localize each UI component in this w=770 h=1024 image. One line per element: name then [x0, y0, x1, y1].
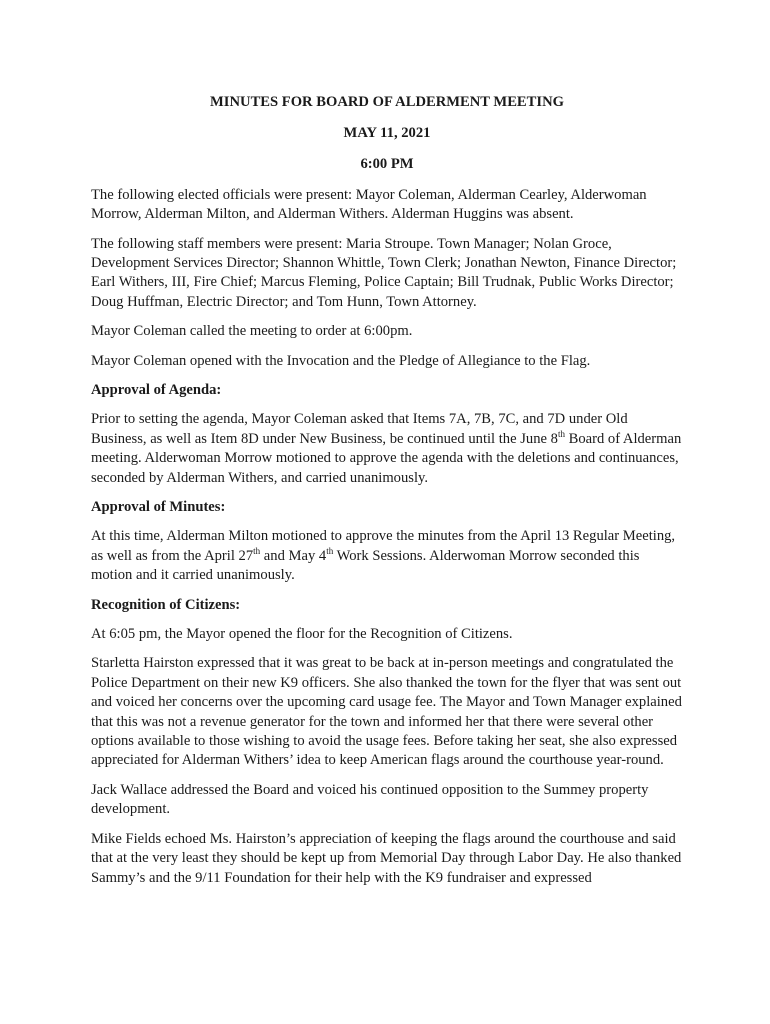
call-to-order-paragraph: Mayor Coleman called the meeting to order at 6:00pm. — [91, 323, 413, 340]
meeting-date: MAY 11, 2021 — [343, 124, 431, 141]
staff-members-paragraph: The following staff members were present: Maria Stroupe. Town Manager; Nolan Groce, Development Services Director; Shannon Whittle, Town Clerk; Jonathan Newton, Finance Director; Earl Withers, III, Fire Chief; Marcus Fleming, Police Captain; Bill Trudnak, Public Works Director; Doug Huffman, Electric Director; and Tom Hunn, Town Attorney. — [91, 235, 677, 310]
agenda-text-1: Prior to setting the agenda, Mayor Coleman asked that Items 7A, 7B, 7C, and 7D under Old Business, as well as Item 8D under New Business, be continued until the June 8 — [91, 411, 628, 447]
fields-paragraph: Mike Fields echoed Ms. Hairston’s appreciation of keeping the flags around the courthouse and said that at the very least they should be kept up from Memorial Day through Labor Day. He also thanked Sammy’s and the 9/11 Foundation for their help with the K9 fundraiser and expressed — [91, 830, 682, 886]
agenda-sup-1: th — [557, 428, 565, 439]
meeting-time: 6:00 PM — [360, 155, 414, 172]
hairston-paragraph: Starletta Hairston expressed that it was great to be back at in-person meetings and congratulated the Police Department on their new K9 officers. She also thanked the town for the flyer that was sent out and voiced her concerns over the upcoming card usage fee. The Mayor and Town Manager explained that this was not a revenue generator for the town and informed her that there were several other options available to those wishing to avoid the usage fees. Before taking her seat, she also expressed appreciated for Alderman Withers’ idea to keep American flags around the courthouse year-round. — [91, 655, 682, 769]
approval-of-minutes-paragraph — [91, 527, 683, 585]
minutes-text-1: At this time, Alderman Milton motioned to approve the minutes from the April 13 Regular Meeting, as well as from the April 27 — [91, 528, 676, 564]
elected-officials-paragraph: The following elected officials were present: Mayor Coleman, Alderman Cearley, Alderwoman Morrow, Alderman Milton, and Alderman Withers. Alderman Huggins was absent. — [91, 186, 647, 223]
wallace-paragraph: Jack Wallace addressed the Board and voiced his continued opposition to the Summey property development. — [91, 781, 649, 818]
approval-of-agenda-paragraph — [91, 410, 683, 488]
minutes-text-3: Work Sessions. Alderwoman Morrow seconded this motion and it carried unanimously. — [91, 547, 640, 584]
minutes-text-2: and May 4 — [260, 547, 327, 564]
citizens-opening-paragraph: At 6:05 pm, the Mayor opened the floor for the Recognition of Citizens. — [91, 626, 513, 643]
minutes-sup-2: th — [326, 545, 334, 556]
document-title: MINUTES FOR BOARD OF ALDERMENT MEETING — [210, 94, 564, 110]
document-page — [91, 93, 683, 898]
recognition-of-citizens-heading: Recognition of Citizens: — [91, 596, 241, 613]
agenda-text-2: Board of Alderman meeting. Alderwoman Morrow motioned to approve the agenda with the deletions and continuances, seconded by Alderman Withers, and carried unanimously. — [91, 430, 682, 486]
approval-of-agenda-heading: Approval of Agenda: — [91, 381, 222, 398]
invocation-paragraph: Mayor Coleman opened with the Invocation and the Pledge of Allegiance to the Flag. — [91, 352, 591, 369]
minutes-sup-1: th — [253, 545, 261, 556]
approval-of-minutes-heading: Approval of Minutes: — [91, 499, 226, 515]
